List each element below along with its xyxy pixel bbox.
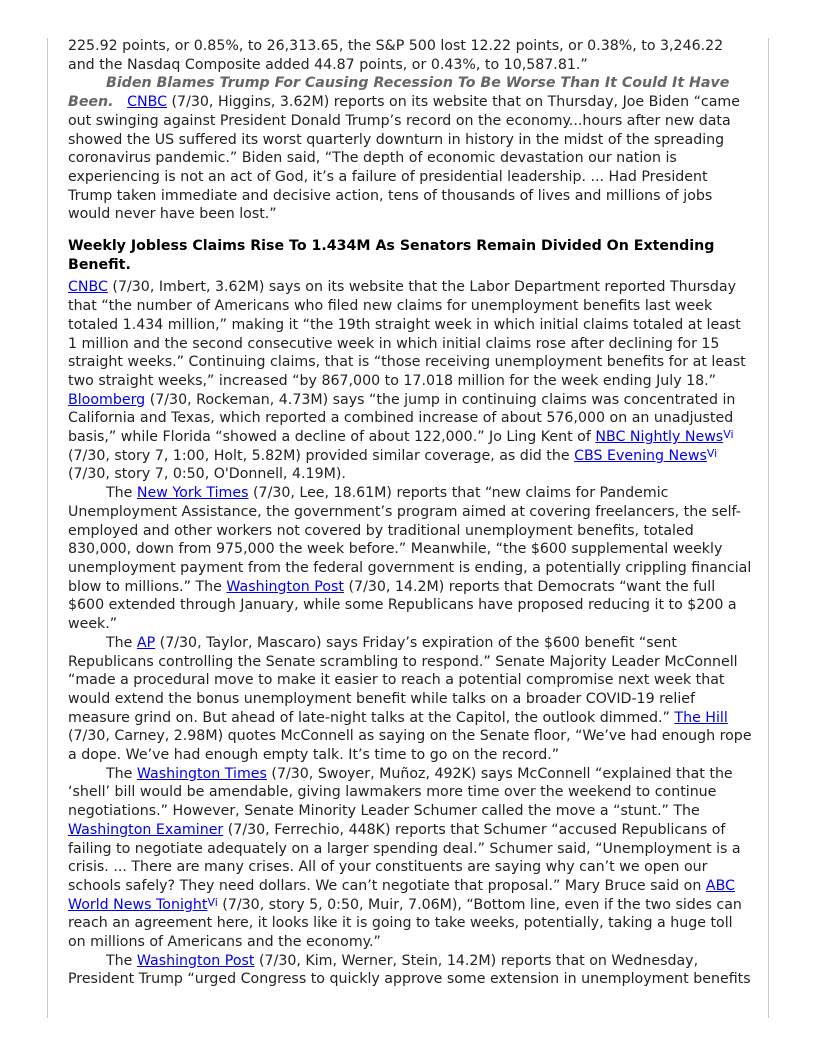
article-paragraph-2: The New York Times (7/30, Lee, 18.61M) reports that “new claims for Pandemic Unemployment Assistance, the government’s program aimed at covering freelancers, the self-employed and other workers not covered by traditional unemployment benefits, totaled 830,000, down from 975,000 the week before.” Meanwhile, “the $600 supplemental weekly unemployment payment from the federal government is ending, a potentially crippling financial blow to millions.” The Washington Post (7/30, 14.2M) reports that Democrats “want the full $600 extended through January, while some Republicans have proposed reducing it to $200 a week.” [68,485,752,633]
video-indicator-icon[interactable]: Vi [723,428,734,442]
source-link-new-york-times[interactable]: New York Times [136,485,249,502]
document-body [68,37,754,989]
article-paragraph-5: The Washington Post (7/30, Kim, Werner, Stein, 14.2M) reports that on Wednesday, President Trump “urged Congress to quickly approve some extension in unemployment benefits [68,952,751,988]
source-link-cbs-evening-news[interactable]: CBS Evening News [574,447,707,464]
source-link-cnbc[interactable]: CNBC [127,94,168,111]
article-paragraph-4: The Washington Times (7/30, Swoyer, Muñoz, 492K) says McConnell “explained that the ‘shell’ bill would be amendable, giving lawmakers more time over the weekend to continue negotiations.” However, Senate Minority Leader Schumer called the move a “stunt.” The Washington Examiner (7/30, Ferrechio, 448K) reports that Schumer “accused Republicans of failing to negotiate adequately on a larger spending deal.” Schumer said, “Unemployment is a crisis. ... There are many crises. All of your constituents are saying why can’t we open our schools safely? They need dollars. We can’t negotiate that proposal.” Mary Bruce said on ABC World News Tonight$^{Vi}$ (7/30, story 5, 0:50, Muir, 7.06M), “Bottom line, even if the two sides can reach an agreement here, it looks like it is going to take weeks, potentially, taking a huge toll on millions of Americans and the economy.” [68,765,742,951]
biden-kicker: Biden Blames Trump For Causing Recession To Be Worse Than It Could It Have Been. [68,75,730,111]
article-headline: Weekly Jobless Claims Rise To 1.434M As Senators Remain Divided On Extending Benefit. [68,238,715,273]
source-link-bloomberg[interactable]: Bloomberg [68,391,146,408]
source-link-washington-examiner[interactable]: Washington Examiner [68,821,224,838]
left-margin-rule [47,38,48,1018]
biden-paragraph: Biden Blames Trump For Causing Recession To Be Worse Than It Could It Have Been. CNBC (7/30, Higgins, 3.62M) reports on its website that on Thursday, Joe Biden “came out swinging against President Donald Trump’s record on the economy...hours after new data showed the US suffered its worst quarterly downturn in history in the midst of the spreading coronavirus pandemic.” Biden said, “The depth of economic devastation our nation is experiencing is not an act of God, it’s a failure of presidential leadership. ... Had President Trump taken immediate and decisive action, tens of thousands of lives and millions of jobs would never have been lost.” [68,75,740,223]
right-margin-rule [768,38,769,1018]
video-indicator-icon[interactable]: Vi [207,895,218,909]
source-link-washington-post-2[interactable]: Washington Post [136,952,255,969]
source-link-washington-times[interactable]: Washington Times [136,765,267,782]
article-paragraph-3: The AP (7/30, Taylor, Mascaro) says Friday’s expiration of the $600 benefit “sent Republicans controlling the Senate scrambling to respond.” Senate Majority Leader McConnell “made a procedural move to make it easier to reach a potential compromise next week that would extend the bonus unemployment benefit while talks on a broader COVID-19 relief measure grind on. But ahead of late-night talks at the Capitol, the outlook dimmed.” The Hill (7/30, Carney, 2.98M) quotes McConnell as saying on the Senate floor, “We’ve had enough rope a dope. We’ve had enough empty talk. It’s time to go on the record.” [68,634,752,764]
source-link-the-hill[interactable]: The Hill [674,709,728,726]
source-link-nbc-nightly-news[interactable]: NBC Nightly News [595,429,724,446]
source-link-washington-post[interactable]: Washington Post [226,578,344,595]
article-paragraph-1: CNBC (7/30, Imbert, 3.62M) says on its website that the Labor Department reported Thursday that “the number of Americans who filed new claims for unemployment benefits last week totaled 1.434 million,” making it “the 19th straight week in which initial claims totaled at least 1 million and the second consecutive week in which initial claims rose after declining for 15 straight weeks.” Continuing claims, that is “those receiving unemployment benefits for at least two straight weeks,” increased “by 867,000 to 17.018 million for the week ending July 18.” Bloomberg (7/30, Rockeman, 4.73M) says “the jump in continuing claims was concentrated in California and Texas, which reported a combined increase of about 576,000 on an unadjusted basis,” while Florida “showed a decline of about 122,000.” Jo Ling Kent of NBC Nightly News$^{Vi}$ (7/30, story 7, 1:00, Holt, 5.82M) provided similar coverage, as did the CBS Evening News$^{Vi}$ (7/30, story 7, 0:50, O'Donnell, 4.19M). [68,279,746,483]
source-link-cnbc-2[interactable]: CNBC [68,279,108,296]
video-indicator-icon[interactable]: Vi [706,446,718,460]
intro-paragraph-tail: 225.92 points, or 0.85%, to 26,313.65, the S&P 500 lost 12.22 points, or 0.38%, to 3,246.22 and the Nasdaq Composite added 44.87 points, or 0.43%, to 10,587.81.” [68,38,724,73]
source-link-abc-world-news-tonight[interactable]: ABC World News Tonight [68,877,735,913]
source-link-ap[interactable]: AP [136,634,156,651]
